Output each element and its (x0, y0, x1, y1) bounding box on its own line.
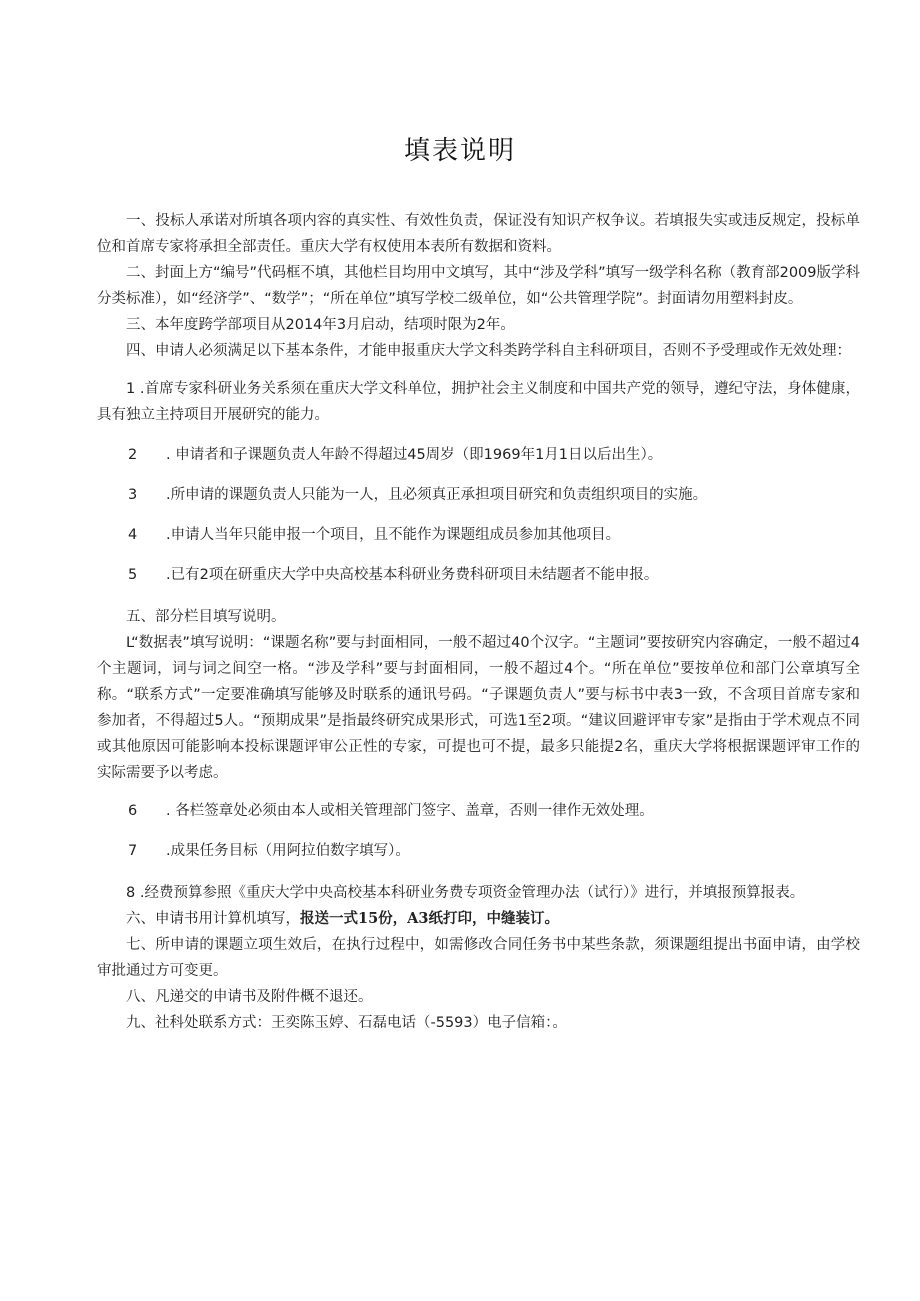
item-number: 6 (128, 803, 138, 819)
paragraph-7: 七、所申请的课题立项生效后，在执行过程中，如需修改合同任务书中某些条款，须课题组提出书面申请，由学校审批通过方可变更。 (97, 937, 860, 979)
paragraph-3: 三、本年度跨学部项目从2014年3月启动，结项时限为2年。 (126, 317, 515, 333)
paragraph-6-emphasis: 报送一式15份，A3纸打印，中缝装订。 (300, 910, 560, 927)
item-text: .所申请的课题负责人只能为一人，且必须真正承担项目研究和负责组织项目的实施。 (166, 487, 708, 503)
paragraph-5-item-6 (97, 798, 860, 824)
item-text: . 各栏签章处必须由本人或相关管理部门签字、盖章，否则一律作无效处理。 (166, 803, 654, 819)
paragraph-5-item-l: L“数据表”填写说明：“课题名称”要与封面相同，一般不超过40个汉字。“主题词”要按研究内容确定，一般不超过4个主题词，词与词之间空一格。“涉及学科”要与封面相同，一般不超过4个。“所在单位”要按单位和部门公章填写全称。“联系方式”一定要准确填写能够及时联系的通讯号码。“子课题负责人”要与标书中表3一致，不含项目首席专家和参加者，不得超过5人。“预期成果”是指最终研究成果形式，可选1至2项。“建议回避评审专家”是指由于学术观点不同或其他原因可能影响本投标课题评审公正性的专家，可提也可不提，最多只能提2名，重庆大学将根据课题评审工作的实际需要予以考虑。 (97, 635, 860, 781)
item-text: .已有2项在研重庆大学中央高校基本科研业务费科研项目未结题者不能申报。 (166, 567, 659, 583)
paragraph-6 (97, 906, 860, 932)
paragraph-5-item-8: 8 .经费预算参照《重庆大学中央高校基本科研业务费专项资金管理办法（试行）》进行，并填报预算报表。 (126, 885, 805, 901)
item-number: 5 (128, 567, 138, 583)
item-number: 7 (128, 843, 138, 859)
paragraph-6-lead: 六、申请书用计算机填写， (126, 911, 300, 927)
item-number: 3 (128, 487, 138, 503)
paragraph-1: 一、投标人承诺对所填各项内容的真实性、有效性负责，保证没有知识产权争议。若填报失实或违反规定，投标单位和首席专家将承担全部责任。重庆大学有权使用本表所有数据和资料。 (97, 213, 860, 255)
paragraph-4-item-3 (97, 482, 860, 508)
item-text: .申请人当年只能申报一个项目，且不能作为课题组成员参加其他项目。 (166, 527, 621, 543)
document-body (97, 208, 860, 1036)
page-title: 填表说明 (403, 136, 516, 166)
paragraph-4-item-5 (97, 562, 860, 588)
item-number: 2 (128, 447, 138, 463)
paragraph-2: 二、封面上方“编号”代码框不填，其他栏目均用中文填写，其中“涉及学科”填写一级学科名称（教育部2009版学科分类标准），如“经济学”、“数学”；“所在单位”填写学校二级单位，如“公共管理学院”。封面请勿用塑料封皮。 (97, 265, 860, 307)
paragraph-8: 八、凡递交的申请书及附件概不退还。 (126, 989, 373, 1005)
item-number: 4 (128, 527, 138, 543)
paragraph-4-item-2 (97, 442, 860, 468)
paragraph-4-item-1: 1 .首席专家科研业务关系须在重庆大学文科单位，拥护社会主义制度和中国共产党的领导，遵纪守法，身体健康，具有独立主持项目开展研究的能力。 (97, 381, 860, 423)
item-text: . 申请者和子课题负责人年龄不得超过45周岁（即1969年1月1日以后出生）。 (166, 447, 663, 463)
item-text: .成果任务目标（用阿拉伯数字填写）。 (166, 843, 410, 859)
paragraph-4: 四、申请人必须满足以下基本条件，才能申报重庆大学文科类跨学科自主科研项目，否则不予受理或作无效处理： (126, 343, 851, 359)
paragraph-9: 九、社科处联系方式：王奕陈玉婷、石磊电话（-5593）电子信箱：。 (126, 1015, 567, 1031)
paragraph-4-item-4 (97, 522, 860, 548)
paragraph-5: 五、部分栏目填写说明。 (126, 609, 286, 625)
paragraph-5-item-7 (97, 838, 860, 864)
